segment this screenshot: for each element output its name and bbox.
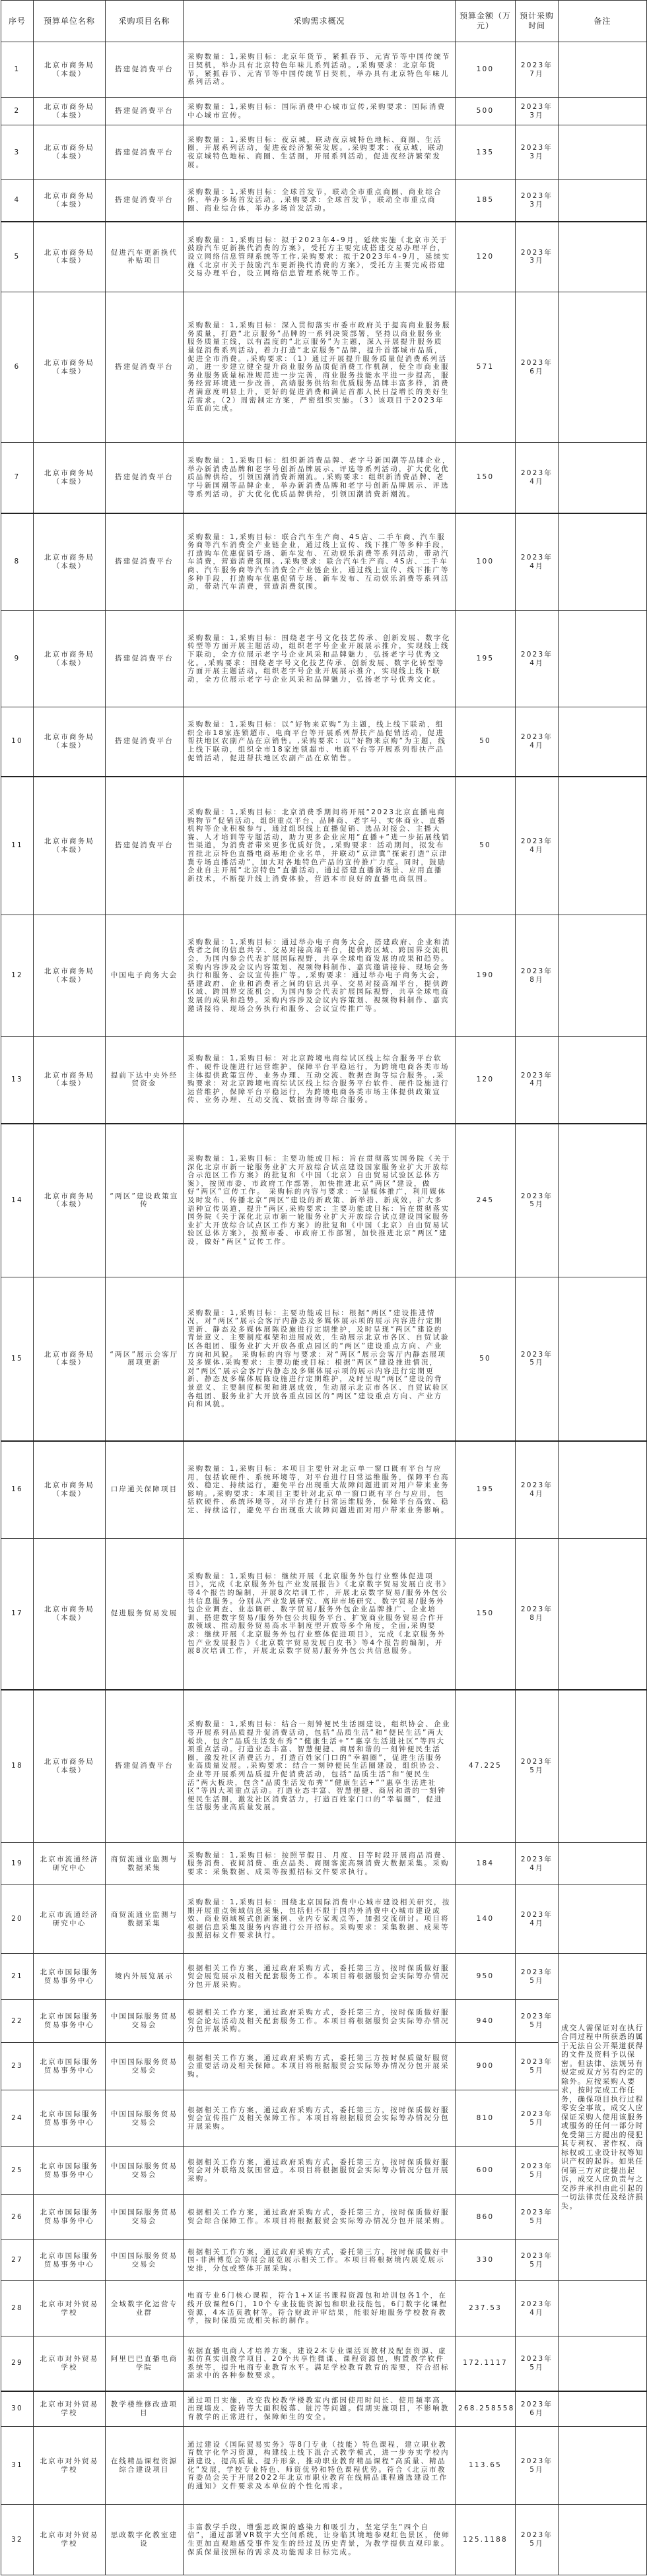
requirement-summary: 采购数量：1,采购目标：深入贯彻落实市委市政府关于提高商业服务服务质量，打造“北京服务”品牌的一系列决策部署，坚持以商业服务业服务质量主线，以有温度的“北京服务”为主题，深入开展提升服务质量促消费系列活动，着力打造“北京服务”品牌，提升首都城市品质，促进全市消费。,采购要求：（1）通过开展提升服务质量促消费系列活动，进一步建立健全提升商业服务品质促消费工作机制，使全市商业服务业服务质量标准规范进一步完善，商业服务技能水平进一步提高，服务经营环境进一步改善，高端服务供给和优质服务品牌丰富多样，消费者满意度明显上升，更好的促进消费和满足首都人民日益增长的美好生活需求。（2）周密制定方案，严密组织实施。（3）该项目于2023年年底前完成。 bbox=[184, 292, 456, 443]
table-row bbox=[1, 2281, 647, 2336]
planned-time: 2023年3月 bbox=[516, 98, 559, 125]
planned-time: 2023年3月 bbox=[516, 125, 559, 180]
row-number: 7 bbox=[1, 443, 34, 513]
requirement-summary: 采购数量：1,采购目标：按照节假日、月度、日等时段开展商品消费、服务消费、夜间消费、重点品类、商圈客流高频消费大数据采集。采购要求：采集数据、成果等按照招标文件要求执行。 bbox=[184, 1843, 456, 1885]
requirement-summary: 采购数量：1,采购目标：对北京跨境电商综试区线上综合服务平台软件、硬件设施进行运营维护，保障平台平稳运行，为跨境电商各类市场主体提供政策宣传、业务办理、互动交流、数据查询等综合服务。,采购要求：对北京跨境电商综试区线上综合服务平台软件、硬件设施进行运营维护，保障平台平稳运行，为跨境电商各类市场主体提供政策宣传、业务办理、互动交流、数据查询等综合服务。 bbox=[184, 1037, 456, 1124]
planned-time: 2023年5月 bbox=[516, 1690, 559, 1843]
budget-amount: 120 bbox=[456, 222, 516, 292]
header-time: 预计采购时间 bbox=[516, 1, 559, 42]
requirement-summary: 采购数量：1,采购目标：本项目主要针对北京单一窗口既有平台与应用，包括软硬件、系统环境等，对平台进行日常运维服务，保障平台高效、稳定、持续运行，避免平台出现重大故障问题进而对用户带来业务影响。,采购要求：本项目主要针对北京单一窗口既有平台与应用，包括软硬件、系统环境等，对平台进行日常运维服务，保障平台高效、稳定、持续运行，避免平台出现重大故障问题进而对用户带来业务影响。 bbox=[184, 1441, 456, 1539]
budget-unit: 北京市国际服务贸易事务中心 bbox=[34, 2043, 106, 2090]
requirement-summary: 采购数量：1,采购目标：主要功能或目标：根据“两区”建设推进情况，对“两区”展示会客厅内静态及多媒体展示项的展示内容进行定期更新、静态及多媒体展陈设施进行定期维护，及时呈现“两区”建设的背景意义、主要制度框架和进展成效，生动展示北京市各区、自贸试验区各组团、服务业扩大开放各重点园区的“两区”建设重点方向、产业方向和风貌。 采购标的内容与要求：对“两区”展示会客厅内静态展项及多媒体,采购要求：主要功能或目标：根据“两区”建设推进情况，对“两区”展示会客厅内静态及多媒体展示项的展示内容进行定期更新、静态及多媒体展陈设施进行定期维护，及时呈现“两区”建设的背景意义、主要制度框架和进展成效，生动展示北京市各区、自贸试验区各组团、服务业扩大开放各重点园区的“两区”建设重点方向、产业方向和风貌。 bbox=[184, 1277, 456, 1441]
project-name: 中国国际服务贸易交易会 bbox=[106, 2000, 184, 2043]
planned-time: 2023年5月 bbox=[516, 2147, 559, 2195]
table-row bbox=[1, 1124, 647, 1277]
table-row bbox=[1, 2336, 647, 2391]
table-row bbox=[1, 222, 647, 292]
row-number: 28 bbox=[1, 2281, 34, 2336]
budget-amount: 245 bbox=[456, 1124, 516, 1277]
project-name: 思政数字化教室建设 bbox=[106, 2505, 184, 2575]
project-name: 搭建促消费平台 bbox=[106, 1690, 184, 1843]
procurement-table bbox=[1, 0, 647, 2575]
remark bbox=[559, 1124, 647, 1277]
budget-unit: 北京市商务局（本级） bbox=[34, 1441, 106, 1539]
budget-unit: 北京市对外贸易学校 bbox=[34, 2281, 106, 2336]
requirement-summary: 采购数量：1,采购目标：联合汽车生产商、4S店、二手车商、汽车服务商等汽车消费全产业链企业，通过线上宣传、线下推广等多种手段，打造购车优惠促销专场、新车发布、互动娱乐消费等系列活动，带动汽车消费，营造消费氛围。,采购要求：联合汽车生产商、4S店、二手车商、汽车服务商等汽车消费全产业链企业，通过线上宣传、线下推广等多种手段，打造购车优惠促销专场、新车发布、互动娱乐消费等系列活动，带动汽车消费，营造消费氛围。 bbox=[184, 513, 456, 611]
remark bbox=[559, 2505, 647, 2575]
budget-amount: 150 bbox=[456, 443, 516, 513]
requirement-summary: 采购数量：1,采购目标：通过举办电子商务大会，搭建政府、企业和消费者之间的信息共享、交易对接高端平台，提供跨区域、跨国界交流机会，为国内参会代表扩展国际视野，共享全球电商发展的成果和趋势。采购内容涉及会议内容策划、视频物料制作、嘉宾邀请接待、现场会务执行和服务、会议宣传推广等。,采购要求：通过举办电子商务大会，搭建政府、企业和消费者之间的信息共享、交易对接高端平台，提供跨区域、跨国界交流机会，为国内参会代表扩展国际视野，共享全球电商发展的成果和趋势。采购内容涉及会议内容策划、视频物料制作、嘉宾邀请接待、现场会务执行和服务、会议宣传推广等。 bbox=[184, 915, 456, 1037]
budget-unit: 北京市商务局（本级） bbox=[34, 1539, 106, 1690]
requirement-summary: 电商专业6门核心课程，符合1+X证书课程资源包和培训包各1个，在线开放课程6门，10个专业技能资源包和职业技能包，6门数字化课程资源，4本活页教材等。符合财政评审结果，能很好地服务学校教育教学，按时保质完成相关标的制作。 bbox=[184, 2281, 456, 2336]
budget-amount: 185 bbox=[456, 180, 516, 222]
budget-unit: 北京市商务局（本级） bbox=[34, 915, 106, 1037]
remark bbox=[559, 1037, 647, 1124]
budget-unit: 北京市流通经济研究中心 bbox=[34, 1843, 106, 1885]
budget-unit: 北京市国际服务贸易事务中心 bbox=[34, 2240, 106, 2281]
project-name: 中国国际服务贸易交易会 bbox=[106, 2195, 184, 2240]
project-name: 教学楼维修改造项目 bbox=[106, 2391, 184, 2427]
project-name: 搭建促消费平台 bbox=[106, 443, 184, 513]
requirement-summary: 采购数量：1,采购目标：组织新消费品牌、老字号新国潮等品牌企业，举办新消费品牌和老字号创新品牌展示、评选等系列活动，扩大优化优质品牌供给，引领国潮消费新潮流。,采购要求：组织新消费品牌、老字号新国潮等品牌企业，举办新消费品牌和老字号创新品牌展示、评选等系列活动，扩大优化优质品牌供给，引领国潮消费新潮流。 bbox=[184, 443, 456, 513]
remark: 成交人需保证对在执行合同过程中所获悉的属于无法自公开渠道获得的文件及资料予以保密。但法律、法规另有规定或双方另有约定的除外。应按采购人要求，按时完成工作任务，确保项目执行过程零安全事故。成交人应保证采购人使用该服务或服务的任何一部分时免受第三方提出的侵犯其专利权、著作权、商标权或工业设计权等知识产权的起诉。如果任何第三方对此提出起诉，成交人应负责与之交涉并承担由此引起的一切法律责任及经济损失。 bbox=[559, 1954, 647, 2281]
row-number: 23 bbox=[1, 2043, 34, 2090]
budget-unit: 北京市商务局（本级） bbox=[34, 292, 106, 443]
row-number: 6 bbox=[1, 292, 34, 443]
table-row bbox=[1, 2147, 647, 2195]
planned-time: 2023年5月 bbox=[516, 2427, 559, 2505]
row-number: 13 bbox=[1, 1037, 34, 1124]
header-unit: 预算单位名称 bbox=[34, 1, 106, 42]
remark bbox=[559, 180, 647, 222]
budget-amount: 125.1188 bbox=[456, 2505, 516, 2575]
header-desc: 采购需求概况 bbox=[184, 1, 456, 42]
budget-amount: 500 bbox=[456, 98, 516, 125]
remark bbox=[559, 1277, 647, 1441]
remark bbox=[559, 707, 647, 777]
budget-amount: 140 bbox=[456, 1885, 516, 1954]
budget-amount: 135 bbox=[456, 125, 516, 180]
planned-time: 2023年5月 bbox=[516, 2043, 559, 2090]
row-number: 18 bbox=[1, 1690, 34, 1843]
row-number: 24 bbox=[1, 2090, 34, 2147]
table-row bbox=[1, 2240, 647, 2281]
budget-amount: 950 bbox=[456, 1954, 516, 2000]
row-number: 12 bbox=[1, 915, 34, 1037]
budget-amount: 330 bbox=[456, 2240, 516, 2281]
budget-unit: 北京市商务局（本级） bbox=[34, 98, 106, 125]
budget-amount: 150 bbox=[456, 1539, 516, 1690]
table-row bbox=[1, 707, 647, 777]
planned-time: 2023年3月 bbox=[516, 180, 559, 222]
planned-time: 2023年5月 bbox=[516, 2000, 559, 2043]
budget-amount: 50 bbox=[456, 777, 516, 915]
table-row bbox=[1, 125, 647, 180]
remark bbox=[559, 513, 647, 611]
table-row bbox=[1, 2505, 647, 2575]
budget-amount: 600 bbox=[456, 2147, 516, 2195]
row-number: 4 bbox=[1, 180, 34, 222]
planned-time: 2023年6月 bbox=[516, 292, 559, 443]
row-number: 3 bbox=[1, 125, 34, 180]
remark bbox=[559, 777, 647, 915]
remark bbox=[559, 1843, 647, 1885]
budget-amount: 100 bbox=[456, 42, 516, 98]
budget-amount: 571 bbox=[456, 292, 516, 443]
requirement-summary: 采购数量：1,采购目标：围绕北京国际消费中心城市建设相关研究，按期开展重点领域信息采集，包括但不限于国内外消费中心城市建设成效、商业领域模式创新案例、业内专家观点等，加强交流研讨。项目将根据信息采集及服务内容进行公开招标。采购要求：采集数据、成果等按照招标文件要求执行。 bbox=[184, 1885, 456, 1954]
project-name: 促进服务贸易发展 bbox=[106, 1539, 184, 1690]
project-name: 搭建促消费平台 bbox=[106, 180, 184, 222]
remark bbox=[559, 1539, 647, 1690]
budget-unit: 北京市商务局（本级） bbox=[34, 1277, 106, 1441]
table-row bbox=[1, 1441, 647, 1539]
remark bbox=[559, 1885, 647, 1954]
budget-amount: 268.258558 bbox=[456, 2391, 516, 2427]
planned-time: 2023年5月 bbox=[516, 2195, 559, 2240]
planned-time: 2023年8月 bbox=[516, 1539, 559, 1690]
table-row bbox=[1, 443, 647, 513]
remark bbox=[559, 2391, 647, 2427]
requirement-summary: 采购数量：1,采购目标：全球首发节，联动全市重点商圈、商业综合体，举办多场首发活动。,采购要求：全球首发节，联动全市重点商圈、商业综合体，举办多场首发活动。 bbox=[184, 180, 456, 222]
requirement-summary: 采购数量：1,采购目标：北京年货节，紧抓春节、元宵节等中国传统节日契机，举办具有北京特色年味儿系列活动。,采购要求：北京年货节，紧抓春节、元宵节等中国传统节日契机，举办具有北京特色年味儿系列活动。 bbox=[184, 42, 456, 98]
requirement-summary: 根据相关工作方案，通过政府采购方式，委托第三方，按时保质做好服贸会综合保障工作。本项目将根据服贸会实际筹办情况分包开展采购。 bbox=[184, 2195, 456, 2240]
table-row bbox=[1, 1690, 647, 1843]
requirement-summary: 丰富教学手段，增强思政课的感染力和吸引力，坚定学生“四个自信”，通过部署VR数字大空间系统，让身临其境地参观红色景区，使师生更加直观地感受事件发生的经过及历史背景，为教学提供直观印象。保质保量按照标的需求及功能需求目标完成。 bbox=[184, 2505, 456, 2575]
row-number: 22 bbox=[1, 2000, 34, 2043]
requirement-summary: 采购数量：1,采购目标：夜京城，联动夜京城特色地标、商圈、生活圈，开展系列活动，促进夜经济繁荣发展。,采购要求：夜京城，联动夜京城特色地标、商圈、生活圈，开展系列活动，促进夜经济繁荣发展。 bbox=[184, 125, 456, 180]
remark bbox=[559, 2281, 647, 2336]
budget-unit: 北京市对外贸易学校 bbox=[34, 2391, 106, 2427]
budget-unit: 北京市对外贸易学校 bbox=[34, 2336, 106, 2391]
requirement-summary: 根据相关工作方案，通过政府采购方式，委托第三方按时保质做好服贸会重要活动及相关保障。本项目将根据服贸会实际筹办情况分包开展采购。 bbox=[184, 2043, 456, 2090]
budget-amount: 940 bbox=[456, 2000, 516, 2043]
budget-unit: 北京市商务局（本级） bbox=[34, 1037, 106, 1124]
planned-time: 2023年4月 bbox=[516, 1441, 559, 1539]
budget-amount: 195 bbox=[456, 611, 516, 707]
budget-amount: 195 bbox=[456, 1441, 516, 1539]
budget-amount: 190 bbox=[456, 915, 516, 1037]
planned-time: 2023年4月 bbox=[516, 611, 559, 707]
table-row bbox=[1, 42, 647, 98]
project-name: 促进汽车更新换代补贴项目 bbox=[106, 222, 184, 292]
row-number: 32 bbox=[1, 2505, 34, 2575]
budget-amount: 100 bbox=[456, 513, 516, 611]
project-name: 境内外展览展示 bbox=[106, 1954, 184, 2000]
row-number: 2 bbox=[1, 98, 34, 125]
budget-unit: 北京市国际服务贸易事务中心 bbox=[34, 1954, 106, 2000]
table-row bbox=[1, 1277, 647, 1441]
table-row bbox=[1, 1539, 647, 1690]
budget-unit: 北京市商务局（本级） bbox=[34, 707, 106, 777]
project-name: 搭建促消费平台 bbox=[106, 125, 184, 180]
budget-unit: 北京市国际服务贸易事务中心 bbox=[34, 2195, 106, 2240]
table-row bbox=[1, 98, 647, 125]
budget-unit: 北京市国际服务贸易事务中心 bbox=[34, 2090, 106, 2147]
planned-time: 2023年4月 bbox=[516, 1037, 559, 1124]
table-row bbox=[1, 1037, 647, 1124]
requirement-summary: 依据直播电商人才培养方案，建设2本专业课活页教材及配套资源、虚拟仿真实训教学项目、20个共享性微课、课程资源包，购置教学软件系统等，提升电商专业教育水平。满足学校教育教育的需要，符合招标需求中的各种参数要求。 bbox=[184, 2336, 456, 2391]
requirement-summary: 根据相关工作方案，通过政府采购方式，委托第三方，按时保质做好服贸会宣传推广及相关保障工作。本项目将根据服贸会实际筹办情况分包开展采购。 bbox=[184, 2090, 456, 2147]
row-number: 15 bbox=[1, 1277, 34, 1441]
requirement-summary: 采购数量：1,采购目标：结合一刻钟便民生活圈建设，组织协会、企业等开展系列品质提升促消费活动，包括“品质生活”和“便民生活”两大板块，包含“品质生活发布秀”“健康生活+”“惠享生活进社区”等四大项重点活动。打造业态丰富、智慧便捷、商居和谐的一刻钟便民生活圈，激发社区消费活力，打造百姓家门口的“幸福圈”，促进生活服务业高质量发展。,采购要求：结合一刻钟便民生活圈建设，组织协会、企业等开展系列品质提升促消费活动，包括“品质生活”和“便民生活”两大板块，包含“品质生活发布秀”“健康生活+”“惠享生活进社区”等四大项重点活动。打造业态丰富、智慧便捷、商居和谐的一刻钟便民生活圈，激发社区消费活力，打造百姓家门口的“幸福圈”，促进生活服务业高质量发展。 bbox=[184, 1690, 456, 1843]
requirement-summary: 根据相关工作方案，通过政府采购方式，委托第三方，按时保质做好服贸会对外联络及氛围营造。本项目将根据服贸会实际筹办情况分包开展采购。 bbox=[184, 2147, 456, 2195]
table-row bbox=[1, 2000, 647, 2043]
budget-unit: 北京市商务局（本级） bbox=[34, 180, 106, 222]
row-number: 25 bbox=[1, 2147, 34, 2195]
budget-amount: 50 bbox=[456, 1277, 516, 1441]
table-header-row bbox=[1, 1, 647, 42]
table-row bbox=[1, 513, 647, 611]
budget-amount: 120 bbox=[456, 1037, 516, 1124]
remark bbox=[559, 42, 647, 98]
remark bbox=[559, 1441, 647, 1539]
budget-unit: 北京市商务局（本级） bbox=[34, 513, 106, 611]
table-row bbox=[1, 2195, 647, 2240]
requirement-summary: 根据相关工作方案，通过政府采购方式，委托第三方，按时保质做好服贸会论坛活动及相关配套服务工作。本项目将根据服贸会实际筹办情况分包开展采购。 bbox=[184, 2000, 456, 2043]
remark bbox=[559, 1690, 647, 1843]
project-name: “两区”展示会客厅展项更新 bbox=[106, 1277, 184, 1441]
table-row bbox=[1, 1843, 647, 1885]
project-name: 搭建促消费平台 bbox=[106, 707, 184, 777]
header-remark: 备注 bbox=[559, 1, 647, 42]
header-project: 采购项目名称 bbox=[106, 1, 184, 42]
project-name: 搭建促消费平台 bbox=[106, 513, 184, 611]
budget-amount: 50 bbox=[456, 707, 516, 777]
table-row bbox=[1, 777, 647, 915]
project-name: 搭建促消费平台 bbox=[106, 98, 184, 125]
requirement-summary: 采购数量：1,采购目标：北京消费季期间将开展“2023北京直播电商购物节”促销活动，组织重点平台、品牌商、老字号、实体商业、直播机构等企业积极参与，通过组织线上直播促销、选品对接会、主播大赛、人才培训等专题活动，助力更多企业应用“直播+”进一步拓展线销售渠道，为消费者带来更多优质好货。,采购要求：活动期间，拟发布首批北京特色直播电商基地企业名单，并联动“京津冀”探索打造“京津冀专场直播活动”，加大对各地特色产品的宣传推广力度。同时，鼓励企业自主开展“北京特色”直播活动，通过搭建直播新场景、应用直播新技术，不断提升线上消费体验，营造本市良好的直播电商氛围。 bbox=[184, 777, 456, 915]
requirement-summary: 通过建设《国际贸易实务》等8门专业（技能）特色课程，建立职业教育数字化学习资源，构建线上线下混合式教学模式，进一步夯实学校内涵建设，提高质量、提升形象，推动职业教育精品课程“高质量、精品化”发展，学校专业特色、师资优势和特色课程优势。符合《北京市教育委员会关于开展2022年北京市职业教育在线精品课程遴选建设工作的通知》文件要求及本单位的个性化需求。 bbox=[184, 2427, 456, 2505]
row-number: 31 bbox=[1, 2427, 34, 2505]
budget-amount: 860 bbox=[456, 2195, 516, 2240]
budget-amount: 113.65 bbox=[456, 2427, 516, 2505]
table-row bbox=[1, 611, 647, 707]
remark bbox=[559, 443, 647, 513]
row-number: 5 bbox=[1, 222, 34, 292]
budget-amount: 47.225 bbox=[456, 1690, 516, 1843]
project-name: 中国国际服务贸易交易会 bbox=[106, 2147, 184, 2195]
planned-time: 2023年4月 bbox=[516, 777, 559, 915]
budget-unit: 北京市国际服务贸易事务中心 bbox=[34, 2147, 106, 2195]
row-number: 29 bbox=[1, 2336, 34, 2391]
budget-unit: 北京市流通经济研究中心 bbox=[34, 1885, 106, 1954]
budget-amount: 172.1117 bbox=[456, 2336, 516, 2391]
project-name: 中国电子商务大会 bbox=[106, 915, 184, 1037]
planned-time: 2023年5月 bbox=[516, 2090, 559, 2147]
planned-time: 2023年8月 bbox=[516, 915, 559, 1037]
project-name: 阿里巴巴直播电商学院 bbox=[106, 2336, 184, 2391]
requirement-summary: 根据相关工作方案，通过政府采购方式，委托第三方，按时保质做好中国-非洲博览会等展会展览展示相关工作。本项目将根据境内展览展示安排，分包或整体开展采购。 bbox=[184, 2240, 456, 2281]
project-name: 商贸流通业监测与数据采集 bbox=[106, 1885, 184, 1954]
planned-time: 2023年5月 bbox=[516, 2240, 559, 2281]
project-name: 全域数字化运营专业群 bbox=[106, 2281, 184, 2336]
planned-time: 2023年6月 bbox=[516, 2391, 559, 2427]
requirement-summary: 采购数量：1,采购目标：继续开展《北京服务外包行业整体促进项目》，完成《北京服务外包产业发展报告》《北京数字贸易发展白皮书》等4个报告的编制，开展8次培训工作，开展北京数字贸易/服务外包公共信息服务。分别从产业发展研究、离岸市场研究、数字贸易/服务外包企业调查、业态调研、数字贸易/服务外包企业品牌推广、企业培训、搭建数字贸易/服务外包公共服务平台、扩宽商业服务贸易合作开放领域、推动服务贸易高水平制度型开放等多个角度，全面,采购要求：继续开展《北京服务外包行业整体促进项目》，完成《北京服务外包产业发展报告》《北京数字贸易发展白皮书》等4个报告的编制，开展8次培训工作，开展北京数字贸易/服务外包公共信息服务。 bbox=[184, 1539, 456, 1690]
budget-unit: 北京市对外贸易学校 bbox=[34, 2427, 106, 2505]
row-number: 14 bbox=[1, 1124, 34, 1277]
project-name: 搭建促消费平台 bbox=[106, 777, 184, 915]
budget-unit: 北京市商务局（本级） bbox=[34, 125, 106, 180]
table-body bbox=[1, 42, 647, 2575]
project-name: 搭建促消费平台 bbox=[106, 611, 184, 707]
row-number: 30 bbox=[1, 2391, 34, 2427]
requirement-summary: 采购数量：1,采购目标：拟于2023年4-9月，延续实施《北京市关于鼓励汽车更新换代消费的方案》，受托方主要完成搭建交易办理平台，设立网络信息管理系统等工作,采购要求：拟于2023年4-9月，延续实施《北京市关于鼓励汽车更新换代消费的方案》，受托方主要完成搭建交易办理平台，设立网络信息管理系统等工作。 bbox=[184, 222, 456, 292]
planned-time: 2023年4月 bbox=[516, 707, 559, 777]
project-name: 口岸通关保障项目 bbox=[106, 1441, 184, 1539]
planned-time: 2023年7月 bbox=[516, 42, 559, 98]
remark bbox=[559, 611, 647, 707]
header-budget: 预算金额（万元） bbox=[456, 1, 516, 42]
row-number: 1 bbox=[1, 42, 34, 98]
project-name: 商贸流通业监测与数据采集 bbox=[106, 1843, 184, 1885]
table-row bbox=[1, 2427, 647, 2505]
budget-unit: 北京市商务局（本级） bbox=[34, 42, 106, 98]
planned-time: 2023年5月 bbox=[516, 1124, 559, 1277]
table-row bbox=[1, 292, 647, 443]
budget-unit: 北京市商务局（本级） bbox=[34, 1690, 106, 1843]
table-row bbox=[1, 2090, 647, 2147]
header-no: 序号 bbox=[1, 1, 34, 42]
requirement-summary: 采购数量：1,采购目标：国际消费中心城市宣传,采购要求：国际消费中心城市宣传。 bbox=[184, 98, 456, 125]
planned-time: 2023年4月 bbox=[516, 2281, 559, 2336]
remark bbox=[559, 125, 647, 180]
row-number: 21 bbox=[1, 1954, 34, 2000]
table-row bbox=[1, 1954, 647, 2000]
row-number: 26 bbox=[1, 2195, 34, 2240]
row-number: 19 bbox=[1, 1843, 34, 1885]
remark bbox=[559, 292, 647, 443]
budget-unit: 北京市商务局（本级） bbox=[34, 1124, 106, 1277]
row-number: 10 bbox=[1, 707, 34, 777]
project-name: 中国国际服务贸易交易会 bbox=[106, 2043, 184, 2090]
table-row bbox=[1, 180, 647, 222]
requirement-summary: 采购数量：1,采购目标：以“好物来京购”为主题，线上线下联动，组织全市18家连锁超市、电商平台等开展系列帮扶产品促销活动，促进帮扶地区农副产品在京销售。,采购要求：以“好物来京购”为主题，线上线下联动，组织全市18家连锁超市、电商平台等开展系列帮扶产品促销活动，促进帮扶地区农副产品在京销售。 bbox=[184, 707, 456, 777]
row-number: 20 bbox=[1, 1885, 34, 1954]
project-name: 中国国际服务贸易交易会 bbox=[106, 2090, 184, 2147]
budget-amount: 184 bbox=[456, 1843, 516, 1885]
remark bbox=[559, 2336, 647, 2391]
project-name: 中国国际服务贸易交易会 bbox=[106, 2240, 184, 2281]
table-row bbox=[1, 2391, 647, 2427]
budget-amount: 810 bbox=[456, 2090, 516, 2147]
table-row bbox=[1, 2043, 647, 2090]
planned-time: 2023年5月 bbox=[516, 2336, 559, 2391]
budget-unit: 北京市国际服务贸易事务中心 bbox=[34, 2000, 106, 2043]
remark bbox=[559, 2427, 647, 2505]
planned-time: 2023年4月 bbox=[516, 1885, 559, 1954]
planned-time: 2023年3月 bbox=[516, 222, 559, 292]
project-name: 搭建促消费平台 bbox=[106, 292, 184, 443]
remark bbox=[559, 915, 647, 1037]
requirement-summary: 根据相关工作方案，通过政府采购方式，委托第三方，按时保质做好服贸会展览展示及相关配套服务工作。本项目将根据服贸会实际筹办情况分包开展采购。 bbox=[184, 1954, 456, 2000]
budget-amount: 900 bbox=[456, 2043, 516, 2090]
row-number: 16 bbox=[1, 1441, 34, 1539]
planned-time: 2023年4月 bbox=[516, 513, 559, 611]
row-number: 11 bbox=[1, 777, 34, 915]
budget-unit: 北京市商务局（本级） bbox=[34, 222, 106, 292]
project-name: “两区”建设政策宣传 bbox=[106, 1124, 184, 1277]
row-number: 17 bbox=[1, 1539, 34, 1690]
budget-unit: 北京市对外贸易学校 bbox=[34, 2505, 106, 2575]
requirement-summary: 采购数量：1,采购目标：围绕老字号文化技艺传承、创新发展、数字化转型等方面开展主题活动，组织老字号企业开展展示推介，实现线上线下联动，全方位展示老字号企业风采和品牌魅力，弘扬老字号优秀文化。,采购要求：围绕老字号文化技艺传承、创新发展、数字化转型等方面开展主题活动，组织老字号企业开展展示推介，实现线上线下联动，全方位展示老字号企业风采和品牌魅力，弘扬老字号优秀文化。 bbox=[184, 611, 456, 707]
budget-unit: 北京市商务局（本级） bbox=[34, 611, 106, 707]
budget-unit: 北京市商务局（本级） bbox=[34, 777, 106, 915]
row-number: 8 bbox=[1, 513, 34, 611]
planned-time: 2023年5月 bbox=[516, 1277, 559, 1441]
remark bbox=[559, 222, 647, 292]
planned-time: 2023年4月 bbox=[516, 1843, 559, 1885]
planned-time: 2023年5月 bbox=[516, 1954, 559, 2000]
requirement-summary: 通过项目实施，改变我校教学楼教室内部因使用时间长、使用频率高，出现墙皮、瓷砖等大面积脱落、脏污等问题。假期实施项目，不影响教育教学的正常进行，保障师生的安全。 bbox=[184, 2391, 456, 2427]
row-number: 27 bbox=[1, 2240, 34, 2281]
planned-time: 2023年4月 bbox=[516, 443, 559, 513]
project-name: 搭建促消费平台 bbox=[106, 42, 184, 98]
table-row bbox=[1, 915, 647, 1037]
requirement-summary: 采购数量：1,采购目标：主要功能或目标：旨在贯彻落实国务院《关于深化北京市新一轮服务业扩大开放综合试点建设国家服务业扩大开放综合示范区工作方案》的批复和《中国（北京）自由贸易试验区总体方案》，按照市委、市政府工作部署，加快推进北京“两区”建设，做好“两区”宣传工作。 采购标的内容与要求：一是媒体推广，利用媒体及时发布、传播北京“两区”建设的新政策、新举措、新成效，扩大多语种宣传渠道，提升“两区,采购要求：主要功能或目标：旨在贯彻落实国务院《关于深化北京市新一轮服务业扩大开放综合试点建设国家服务业扩大开放综合试点区工作方案》的批复和《中国（北京）自由贸易试验区总体方案》，按照市委、市政府工作部署，加快推进北京“两区”建设，做好“两区”宣传工作。 bbox=[184, 1124, 456, 1277]
project-name: 在线精品课程资源综合建设项目 bbox=[106, 2427, 184, 2505]
budget-amount: 237.53 bbox=[456, 2281, 516, 2336]
budget-unit: 北京市商务局（本级） bbox=[34, 443, 106, 513]
remark bbox=[559, 98, 647, 125]
table-row bbox=[1, 1885, 647, 1954]
project-name: 提前下达中央外经贸资金 bbox=[106, 1037, 184, 1124]
planned-time: 2023年5月 bbox=[516, 2505, 559, 2575]
row-number: 9 bbox=[1, 611, 34, 707]
